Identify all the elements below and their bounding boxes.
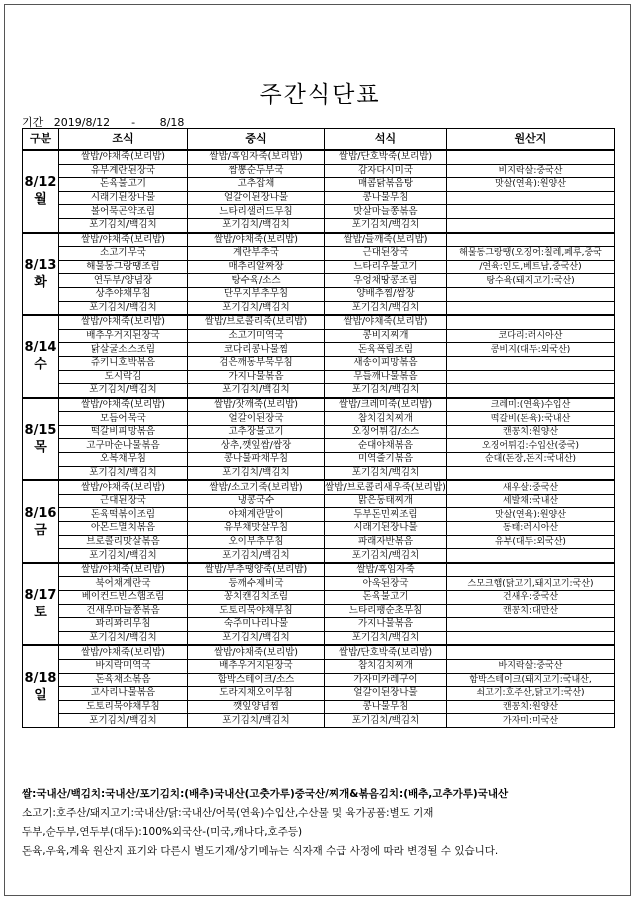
day-weekday: 금	[34, 522, 47, 538]
breakfast-cell: 고구마순나물볶음	[59, 439, 188, 453]
dinner-cell: 얼갈이된장나물	[325, 687, 447, 701]
breakfast-cell: 고사리나물볶음	[59, 687, 188, 701]
dinner-cell: 쌀밥/브로콜리새우죽(보리밥)	[325, 481, 446, 493]
lunch-cell: 쌀밥/소고기죽(보리밥)	[188, 480, 325, 494]
day-label	[23, 315, 59, 398]
origin-cell: 함박스테이크(돼지고기:국내산,	[447, 673, 615, 687]
breakfast-cell: 포기김치/백김치	[59, 218, 188, 232]
origin-cell: 캔꽁치:원양산	[447, 700, 615, 714]
dinner-cell: 오징어튀김/소스	[325, 425, 447, 439]
dinner-cell: 가자미카레구이	[325, 673, 447, 687]
origin-cell	[447, 205, 615, 219]
lunch-cell: 고추잡채	[188, 178, 325, 192]
header-breakfast: 조식	[59, 129, 188, 151]
lunch-cell: 오이부추무침	[188, 535, 325, 549]
lunch-cell: 배추우거지된장국	[188, 659, 325, 673]
menu-body	[23, 150, 615, 727]
origin-cell: 떡갈비(돈육):국내산	[447, 412, 615, 426]
dinner-cell: 맛살마늘쫑볶음	[325, 205, 447, 219]
origin-cell	[447, 563, 615, 577]
origin-cell: 스모크햄(닭고기,돼지고기:국산)	[447, 577, 615, 591]
table-row	[23, 329, 615, 343]
breakfast-cell: 유부계란된장국	[59, 164, 188, 178]
breakfast-cell: 바지락미역국	[59, 659, 188, 673]
origin-cell	[447, 384, 615, 398]
table-row	[23, 398, 615, 412]
table-row	[23, 247, 615, 261]
breakfast-cell: 연두부/양념장	[59, 274, 188, 288]
breakfast-cell: 북어채계란국	[59, 577, 188, 591]
breakfast-cell: 포기김치/백김치	[59, 301, 188, 315]
lunch-cell: 포기김치/백김치	[188, 714, 325, 728]
lunch-cell: 등깨수제비국	[188, 577, 325, 591]
notes	[22, 785, 622, 861]
lunch-cell: 유부채맛살무침	[188, 522, 325, 536]
day-date: 8/18	[24, 670, 57, 686]
table-row	[23, 508, 615, 522]
breakfast-cell: 돈육불고기	[59, 178, 188, 192]
header-dinner: 석식	[325, 129, 447, 151]
breakfast-cell: 포기김치/백김치	[59, 631, 188, 645]
breakfast-cell: 오복채무침	[59, 453, 188, 467]
breakfast-cell: 쌀밥/야채죽(보리밥)	[59, 563, 188, 577]
origin-cell: 가자미:미국산	[447, 714, 615, 728]
breakfast-cell: 쥬키니호박볶음	[59, 356, 188, 370]
lunch-cell: 콩나물파채무침	[188, 453, 325, 467]
table-row	[23, 714, 615, 728]
lunch-cell: 쌀밥/부추땡양죽(보리밥)	[188, 563, 325, 577]
dinner-cell: 콩나물무침	[325, 191, 447, 205]
lunch-cell: 꽁치캔김치조림	[188, 591, 325, 605]
breakfast-cell: 도토리묵야채무침	[59, 700, 188, 714]
note-line: 두부,순두부,연두부(대두):100%외국산-(미국,캐나다,호주등)	[22, 826, 303, 838]
breakfast-cell: 아몬드멸치볶음	[59, 522, 188, 536]
dinner-cell: 근대된장국	[325, 247, 447, 261]
breakfast-cell: 꽈리꽈리무침	[59, 618, 188, 632]
period-label: 기간	[22, 116, 44, 129]
origin-cell: 캔꽁치:원양산	[447, 425, 615, 439]
table-row	[23, 563, 615, 577]
dinner-cell: 느타리팽순초무침	[325, 604, 447, 618]
table-row	[23, 535, 615, 549]
origin-cell: 비지락살:중국산	[447, 164, 615, 178]
origin-cell	[447, 356, 615, 370]
table-row	[23, 205, 615, 219]
dinner-cell: 쌀밥/야채죽(보리밥)	[325, 315, 447, 329]
table-header-row	[23, 129, 615, 151]
lunch-cell: 함박스테이크/소스	[188, 673, 325, 687]
lunch-cell: 포기김치/백김치	[188, 466, 325, 480]
origin-cell	[447, 618, 615, 632]
period-start: 2019/8/12	[53, 116, 111, 129]
dinner-cell: 참치김치찌개	[325, 659, 447, 673]
dinner-cell: 두부돈민찌조림	[325, 508, 447, 522]
lunch-cell: 도라지채오이무침	[188, 687, 325, 701]
origin-cell: 동태:러시아산	[447, 522, 615, 536]
breakfast-cell: 포기김치/백김치	[59, 714, 188, 728]
lunch-cell: 얼갈이된장국	[188, 412, 325, 426]
table-row	[23, 384, 615, 398]
note-line: 돈육,우육,계육 원산지 표기와 다른시 별도기재/상기메뉴는 식자재 수급 사정에 따라 변경될 수 있습니다.	[22, 845, 499, 857]
day-weekday: 화	[34, 274, 47, 290]
origin-cell	[447, 466, 615, 480]
table-row	[23, 659, 615, 673]
dinner-cell: 시래기된장나물	[325, 522, 447, 536]
table-row	[23, 150, 615, 164]
table-row	[23, 522, 615, 536]
lunch-cell: 쌀밥/흑임자죽(보리밥)	[188, 150, 325, 164]
origin-cell	[447, 645, 615, 659]
breakfast-cell: 모듬어묵국	[59, 412, 188, 426]
lunch-cell: 코다리콩나물찜	[188, 343, 325, 357]
dinner-cell: 아욱된장국	[325, 577, 447, 591]
dinner-cell: 가지나물볶음	[325, 618, 447, 632]
table-row	[23, 301, 615, 315]
breakfast-cell: 쌀밥/야채죽(보리밥)	[59, 480, 188, 494]
breakfast-cell: 돈육떡볶이조림	[59, 508, 188, 522]
breakfast-cell: 쌀밥/야채죽(보리밥)	[59, 150, 188, 164]
table-row	[23, 549, 615, 563]
breakfast-cell: 볼어묵곤약조림	[59, 205, 188, 219]
breakfast-cell: 쌀밥/야채죽(보리밥)	[59, 645, 188, 659]
origin-cell	[447, 233, 615, 247]
lunch-cell: 쌀밥/야채죽(보리밥)	[188, 645, 325, 659]
lunch-cell: 냉콩국수	[188, 494, 325, 508]
day-weekday: 일	[34, 687, 47, 703]
table-row	[23, 439, 615, 453]
table-row	[23, 494, 615, 508]
table-row	[23, 591, 615, 605]
dinner-cell: 파래자반볶음	[325, 535, 447, 549]
table-row	[23, 412, 615, 426]
table-row	[23, 343, 615, 357]
table-row	[23, 356, 615, 370]
lunch-cell: 상추,깻잎쌈/쌈장	[188, 439, 325, 453]
breakfast-cell: 해물동그랑땡조림	[59, 260, 188, 274]
header-category: 구분	[23, 129, 59, 151]
breakfast-cell: 도시락김	[59, 370, 188, 384]
dinner-cell: 포기김치/백김치	[325, 631, 447, 645]
origin-cell: 캔꽁치:대만산	[447, 604, 615, 618]
dinner-cell: 맑은동태찌개	[325, 494, 447, 508]
lunch-cell: 탕수육/소스	[188, 274, 325, 288]
table-row	[23, 164, 615, 178]
table-row	[23, 631, 615, 645]
dinner-cell: 돈육폭립조림	[325, 343, 447, 357]
breakfast-cell: 상추야채무침	[59, 287, 188, 301]
dinner-cell: 매콤닭볶음탕	[325, 178, 447, 192]
table-row	[23, 453, 615, 467]
origin-cell	[447, 315, 615, 329]
dinner-cell: 쌀밥/흑임자죽	[325, 563, 447, 577]
breakfast-cell: 포기김치/백김치	[59, 549, 188, 563]
dinner-cell: 포기김치/백김치	[325, 301, 447, 315]
day-date: 8/15	[24, 422, 57, 438]
lunch-cell: 야채계란말이	[188, 508, 325, 522]
day-date: 8/12	[24, 175, 57, 191]
table-row	[23, 687, 615, 701]
origin-cell: /연육:인도,베트남,중국산)	[447, 260, 615, 274]
page-title: 주간식단표	[259, 82, 381, 108]
dinner-cell: 포기김치/백김치	[325, 714, 447, 728]
origin-cell: 코다리:러시아산	[447, 329, 615, 343]
origin-cell: 새우살:중국산	[447, 480, 615, 494]
lunch-cell: 포기김치/백김치	[188, 631, 325, 645]
breakfast-cell: 닭살굴소스조림	[59, 343, 188, 357]
day-label	[23, 645, 59, 727]
lunch-cell: 포기김치/백김치	[188, 549, 325, 563]
dinner-cell: 쌀밥/단호박죽(보리밥)	[325, 645, 447, 659]
lunch-cell: 얼갈이된장나물	[188, 191, 325, 205]
origin-cell: 콩비지(대두:외국산)	[447, 343, 615, 357]
lunch-cell: 포기김치/백김치	[188, 301, 325, 315]
lunch-cell: 고추장불고기	[188, 425, 325, 439]
day-label	[23, 480, 59, 563]
origin-cell: 크레미:(연육)수입산	[447, 398, 615, 412]
breakfast-cell: 시래기된장나물	[59, 191, 188, 205]
table-row	[23, 618, 615, 632]
breakfast-cell: 쌀밥/야채죽(보리밥)	[59, 315, 188, 329]
dinner-cell: 쌀밥/단호박죽(보리밥)	[325, 150, 447, 164]
origin-cell	[447, 370, 615, 384]
dinner-cell: 양배추찜/쌈장	[325, 287, 447, 301]
dinner-cell: 포기김치/백김치	[325, 218, 447, 232]
origin-cell	[447, 218, 615, 232]
note-line: 소고기:호주산/돼지고기:국내산/닭:국내산/어묵(연육)수입산,수산물 및 육가공품:별도 기재	[22, 807, 434, 819]
day-date: 8/14	[24, 340, 57, 356]
origin-cell: 바지락살:중국산	[447, 659, 615, 673]
table-row	[23, 274, 615, 288]
lunch-cell: 매추리알짜장	[188, 260, 325, 274]
lunch-cell: 쌀밥/잣깨죽(보리밥)	[188, 398, 325, 412]
lunch-cell: 쌀밥/브로콜리죽(보리밥)	[188, 315, 325, 329]
day-date: 8/13	[24, 257, 57, 273]
lunch-cell: 포기김치/백김치	[188, 218, 325, 232]
table-row	[23, 191, 615, 205]
dinner-cell: 돈육불고기	[325, 591, 447, 605]
lunch-cell: 숙주미나리나물	[188, 618, 325, 632]
origin-cell	[447, 191, 615, 205]
day-label	[23, 398, 59, 481]
origin-cell: 오징어튀김:수입산(중국)	[447, 439, 615, 453]
origin-cell	[447, 301, 615, 315]
table-row	[23, 604, 615, 618]
table-row	[23, 673, 615, 687]
origin-cell: 맛살(연육):원양산	[447, 508, 615, 522]
origin-cell: 건새우:중국산	[447, 591, 615, 605]
table-row	[23, 260, 615, 274]
day-weekday: 목	[34, 439, 47, 455]
lunch-cell: 가지나물볶음	[188, 370, 325, 384]
breakfast-cell: 떡갈비피망볶음	[59, 425, 188, 439]
lunch-cell: 단무지부추무침	[188, 287, 325, 301]
dinner-cell: 쌀밥/크레미죽(보리밥)	[325, 398, 447, 412]
day-weekday: 수	[34, 357, 47, 373]
day-weekday: 월	[34, 192, 47, 208]
lunch-cell: 깻잎양념찜	[188, 700, 325, 714]
dinner-cell: 포기김치/백김치	[325, 466, 447, 480]
dinner-cell: 새송이피망볶음	[325, 356, 447, 370]
dinner-cell: 미역줄기볶음	[325, 453, 447, 467]
origin-cell: 세발채:국내산	[447, 494, 615, 508]
origin-cell	[447, 287, 615, 301]
breakfast-cell: 배추우거지된장국	[59, 329, 188, 343]
dinner-cell: 우엉채땅콩조림	[325, 274, 447, 288]
breakfast-cell: 베이컨드빈스햄조림	[59, 591, 188, 605]
lunch-cell: 느타리샐러드무침	[188, 205, 325, 219]
dinner-cell: 포기김치/백김치	[325, 549, 447, 563]
breakfast-cell: 근대된장국	[59, 494, 188, 508]
origin-cell	[447, 150, 615, 164]
breakfast-cell: 쌀밥/야채죽(보리밥)	[59, 233, 188, 247]
lunch-cell: 포기김치/백김치	[188, 384, 325, 398]
lunch-cell: 검은깨동부묵무침	[188, 356, 325, 370]
table-row	[23, 315, 615, 329]
table-row	[23, 287, 615, 301]
breakfast-cell: 건새우마늘쫑볶음	[59, 604, 188, 618]
dinner-cell: 포기김치/백김치	[325, 384, 447, 398]
origin-cell	[447, 631, 615, 645]
note-line: 쌀:국내산/백김치:국내산/포기김치:(배추)국내산(고춧가루)중국산/찌개&볶음김치:(배추,고추가루)국내산	[22, 788, 509, 800]
breakfast-cell: 브로콜리맛살볶음	[59, 535, 188, 549]
origin-cell: 쇠고기:호주산,닭고기:국산)	[447, 687, 615, 701]
dinner-cell: 무들깨나물볶음	[325, 370, 447, 384]
table-row	[23, 425, 615, 439]
table-row	[23, 233, 615, 247]
breakfast-cell: 소고기무국	[59, 247, 188, 261]
table-row	[23, 700, 615, 714]
dinner-cell: 쌀밥/들깨죽(보리밥)	[325, 233, 447, 247]
origin-cell: 탕수육(돼지고기:국산)	[447, 274, 615, 288]
breakfast-cell: 포기김치/백김치	[59, 384, 188, 398]
day-weekday: 토	[34, 605, 47, 621]
table-row	[23, 480, 615, 494]
day-label	[23, 563, 59, 646]
table-row	[23, 645, 615, 659]
lunch-cell: 쌀밥/야채죽(보리밥)	[188, 233, 325, 247]
period-end: 8/18	[159, 116, 185, 129]
day-label	[23, 233, 59, 316]
day-date: 8/16	[24, 505, 57, 521]
dinner-cell: 느타리우불고기	[325, 260, 447, 274]
dinner-cell: 콩나물무침	[325, 700, 447, 714]
header-lunch: 중식	[188, 129, 325, 151]
origin-cell: 유부(대두:외국산)	[447, 535, 615, 549]
origin-cell: 맛살(연육):원양산	[447, 178, 615, 192]
table-row	[23, 370, 615, 384]
table-row	[23, 178, 615, 192]
period-dash: -	[131, 116, 136, 129]
dinner-cell: 참치김치찌개	[325, 412, 447, 426]
breakfast-cell: 돈육채소볶음	[59, 673, 188, 687]
header-origin: 원산지	[447, 129, 615, 151]
weekly-menu-table	[22, 128, 615, 728]
table-row	[23, 466, 615, 480]
dinner-cell: 순대야채볶음	[325, 439, 447, 453]
breakfast-cell: 포기김치/백김치	[59, 466, 188, 480]
origin-cell: 순대(돈장,돈지:국내산)	[447, 453, 615, 467]
origin-cell	[447, 549, 615, 563]
lunch-cell: 도토리묵야채무침	[188, 604, 325, 618]
breakfast-cell: 쌀밥/야채죽(보리밥)	[59, 398, 188, 412]
day-date: 8/17	[24, 588, 57, 604]
dinner-cell: 콩비지찌개	[325, 329, 447, 343]
table-row	[23, 218, 615, 232]
dinner-cell: 감자다시미국	[325, 164, 447, 178]
lunch-cell: 계란부추국	[188, 247, 325, 261]
lunch-cell: 소고기미역국	[188, 329, 325, 343]
table-row	[23, 577, 615, 591]
lunch-cell: 짬뽕순두부국	[188, 164, 325, 178]
day-label	[23, 150, 59, 233]
origin-cell: 해물동그랑땡(오징어:칠레,페루,중국	[447, 247, 615, 261]
